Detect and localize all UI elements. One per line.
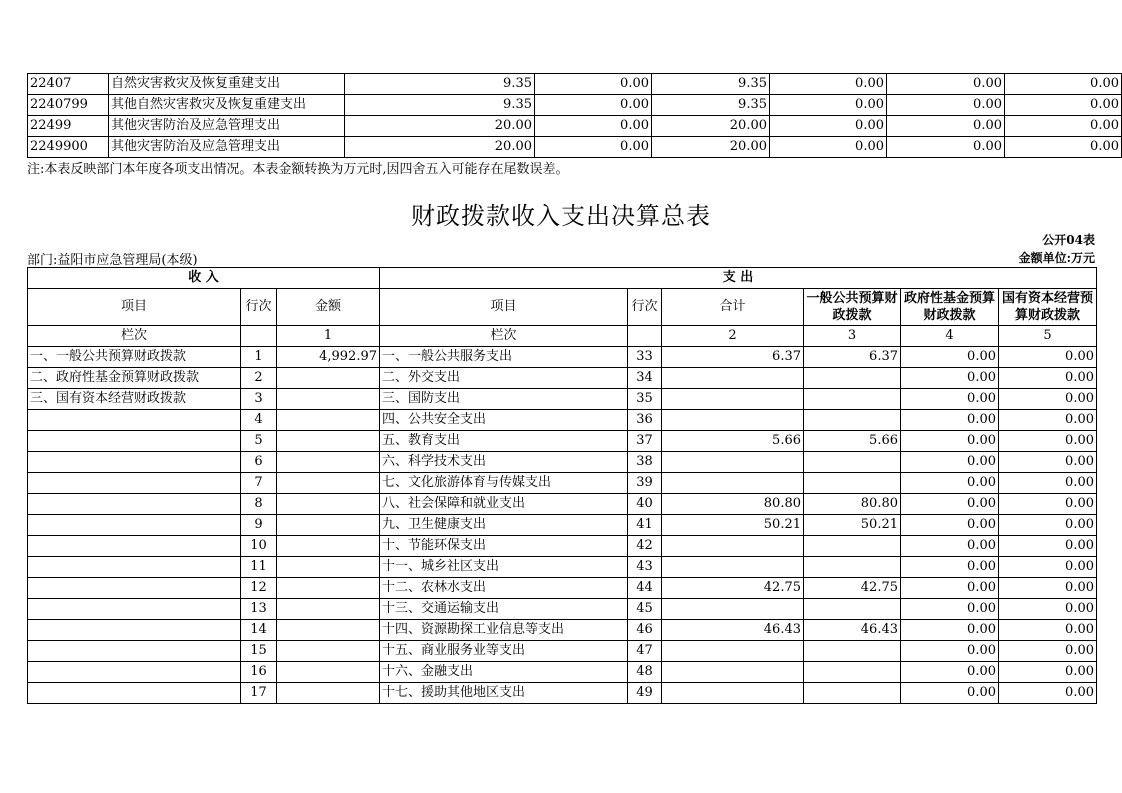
expense-item: 三、国防支出 <box>380 389 628 410</box>
income-amount <box>277 494 380 515</box>
income-item <box>28 431 241 452</box>
table-row <box>28 389 1097 410</box>
gov-fund-value: 0.00 <box>901 515 999 536</box>
table-row <box>28 515 1097 536</box>
row-value: 9.35 <box>345 95 535 116</box>
income-amount <box>277 473 380 494</box>
expense-row-no: 40 <box>628 494 662 515</box>
income-item <box>28 620 241 641</box>
income-amount <box>277 431 380 452</box>
row-value: 0.00 <box>1005 74 1122 95</box>
table-row <box>28 431 1097 452</box>
income-row-no: 17 <box>241 683 277 704</box>
income-item <box>28 641 241 662</box>
row-value: 0.00 <box>535 95 652 116</box>
expense-row-no: 43 <box>628 557 662 578</box>
table-row <box>28 410 1097 431</box>
table-row <box>28 95 1122 116</box>
state-capital-value: 0.00 <box>999 389 1097 410</box>
expense-item: 六、科学技术支出 <box>380 452 628 473</box>
table-row <box>28 578 1097 599</box>
row-value: 0.00 <box>770 137 887 158</box>
expense-item: 十七、援助其他地区支出 <box>380 683 628 704</box>
income-row-no: 16 <box>241 662 277 683</box>
income-amount <box>277 389 380 410</box>
general-budget-value: 5.66 <box>804 431 901 452</box>
gov-fund-header: 政府性基金预算财政拨款 <box>901 289 999 326</box>
expense-item: 九、卫生健康支出 <box>380 515 628 536</box>
table-row <box>28 599 1097 620</box>
expense-item: 一、一般公共服务支出 <box>380 347 628 368</box>
expense-total <box>662 410 804 431</box>
row-value: 20.00 <box>345 137 535 158</box>
state-capital-value: 0.00 <box>999 431 1097 452</box>
general-budget-value <box>804 557 901 578</box>
expense-row-no: 35 <box>628 389 662 410</box>
income-row-no: 8 <box>241 494 277 515</box>
row-value: 0.00 <box>1005 137 1122 158</box>
expense-header: 支 出 <box>380 268 1097 289</box>
income-row-no-header: 行次 <box>241 289 277 326</box>
expense-total: 46.43 <box>662 620 804 641</box>
income-item <box>28 515 241 536</box>
income-amount <box>277 557 380 578</box>
income-row-no: 14 <box>241 620 277 641</box>
income-amount <box>277 578 380 599</box>
gov-fund-value: 0.00 <box>901 641 999 662</box>
gov-fund-value: 0.00 <box>901 536 999 557</box>
row-value: 0.00 <box>887 137 1005 158</box>
expense-total: 42.75 <box>662 578 804 599</box>
income-amount <box>277 452 380 473</box>
state-capital-value: 0.00 <box>999 536 1097 557</box>
table-row <box>28 662 1097 683</box>
general-budget-value <box>804 683 901 704</box>
expense-row-no: 47 <box>628 641 662 662</box>
income-item <box>28 410 241 431</box>
expense-total <box>662 536 804 557</box>
state-capital-header: 国有资本经营预算财政拨款 <box>999 289 1097 326</box>
gov-fund-value: 0.00 <box>901 431 999 452</box>
gov-fund-value: 0.00 <box>901 410 999 431</box>
income-item <box>28 578 241 599</box>
general-budget-value <box>804 641 901 662</box>
gov-fund-value: 0.00 <box>901 494 999 515</box>
expense-total <box>662 473 804 494</box>
gov-fund-value: 0.00 <box>901 578 999 599</box>
state-capital-value: 0.00 <box>999 662 1097 683</box>
state-capital-value: 0.00 <box>999 368 1097 389</box>
general-budget-value <box>804 368 901 389</box>
row-value: 20.00 <box>345 116 535 137</box>
income-row-no: 7 <box>241 473 277 494</box>
column-number-5: 5 <box>999 326 1097 347</box>
expense-total <box>662 683 804 704</box>
income-row-no: 9 <box>241 515 277 536</box>
expense-item: 十六、金融支出 <box>380 662 628 683</box>
income-item <box>28 662 241 683</box>
table-row <box>28 473 1097 494</box>
expense-item: 八、社会保障和就业支出 <box>380 494 628 515</box>
row-value: 0.00 <box>535 116 652 137</box>
state-capital-value: 0.00 <box>999 620 1097 641</box>
row-value: 0.00 <box>887 116 1005 137</box>
total-header: 合计 <box>662 289 804 326</box>
income-item <box>28 494 241 515</box>
table-row <box>28 452 1097 473</box>
row-name: 其他灾害防治及应急管理支出 <box>109 137 345 158</box>
page-title: 财政拨款收入支出决算总表 <box>411 202 711 230</box>
expense-row-no: 34 <box>628 368 662 389</box>
gov-fund-value: 0.00 <box>901 599 999 620</box>
income-row-no: 6 <box>241 452 277 473</box>
gov-fund-value: 0.00 <box>901 389 999 410</box>
general-budget-value <box>804 662 901 683</box>
income-amount <box>277 662 380 683</box>
expense-detail-table <box>27 73 1122 158</box>
expense-total <box>662 368 804 389</box>
income-amount: 4,992.97 <box>277 347 380 368</box>
state-capital-value: 0.00 <box>999 578 1097 599</box>
row-value: 20.00 <box>652 137 770 158</box>
income-amount-header: 金额 <box>277 289 380 326</box>
row-value: 0.00 <box>887 74 1005 95</box>
state-capital-value: 0.00 <box>999 557 1097 578</box>
state-capital-value: 0.00 <box>999 410 1097 431</box>
income-item <box>28 473 241 494</box>
state-capital-value: 0.00 <box>999 515 1097 536</box>
gov-fund-value: 0.00 <box>901 557 999 578</box>
expense-item-header: 项目 <box>380 289 628 326</box>
row-value: 0.00 <box>770 74 887 95</box>
row-name: 其他自然灾害救灾及恢复重建支出 <box>109 95 345 116</box>
table-row <box>28 116 1122 137</box>
expense-item: 五、教育支出 <box>380 431 628 452</box>
expense-row-no: 36 <box>628 410 662 431</box>
state-capital-value: 0.00 <box>999 494 1097 515</box>
expense-row-no: 46 <box>628 620 662 641</box>
row-name: 自然灾害救灾及恢复重建支出 <box>109 74 345 95</box>
table-row <box>28 368 1097 389</box>
gov-fund-value: 0.00 <box>901 368 999 389</box>
state-capital-value: 0.00 <box>999 641 1097 662</box>
expense-row-no: 44 <box>628 578 662 599</box>
state-capital-value: 0.00 <box>999 452 1097 473</box>
income-amount <box>277 599 380 620</box>
income-row-no: 12 <box>241 578 277 599</box>
row-value: 0.00 <box>535 74 652 95</box>
income-item: 三、国有资本经营财政拨款 <box>28 389 241 410</box>
row-code: 22407 <box>28 74 109 95</box>
income-amount <box>277 641 380 662</box>
gov-fund-value: 0.00 <box>901 662 999 683</box>
row-value: 0.00 <box>535 137 652 158</box>
row-value: 9.35 <box>345 74 535 95</box>
expense-row-no: 33 <box>628 347 662 368</box>
expense-row-no: 41 <box>628 515 662 536</box>
income-amount <box>277 620 380 641</box>
state-capital-value: 0.00 <box>999 347 1097 368</box>
column-label: 栏次 <box>28 326 241 347</box>
income-item <box>28 452 241 473</box>
expense-row-no: 48 <box>628 662 662 683</box>
expense-item: 十四、资源勘探工业信息等支出 <box>380 620 628 641</box>
expense-total <box>662 599 804 620</box>
row-value: 0.00 <box>887 95 1005 116</box>
department-label: 部门:益阳市应急管理局(本级) <box>27 253 198 268</box>
table-note: 注:本表反映部门本年度各项支出情况。本表金额转换为万元时,因四舍五入可能存在尾数误差。 <box>27 162 569 177</box>
column-number-1: 1 <box>277 326 380 347</box>
table-row <box>28 620 1097 641</box>
row-value: 9.35 <box>652 74 770 95</box>
expense-item: 七、文化旅游体育与传媒支出 <box>380 473 628 494</box>
expense-total: 80.80 <box>662 494 804 515</box>
expense-row-no-header: 行次 <box>628 289 662 326</box>
row-value: 0.00 <box>770 95 887 116</box>
income-amount <box>277 410 380 431</box>
table-row <box>28 641 1097 662</box>
unit-label: 金额单位:万元 <box>1018 251 1095 265</box>
row-value: 9.35 <box>652 95 770 116</box>
income-header: 收 入 <box>28 268 380 289</box>
income-row-no: 2 <box>241 368 277 389</box>
column-number-2: 2 <box>662 326 804 347</box>
column-number-3: 3 <box>804 326 901 347</box>
income-row-no: 4 <box>241 410 277 431</box>
expense-total <box>662 389 804 410</box>
expense-total: 50.21 <box>662 515 804 536</box>
gov-fund-value: 0.00 <box>901 452 999 473</box>
table-row <box>28 74 1122 95</box>
row-code: 2240799 <box>28 95 109 116</box>
expense-row-no: 42 <box>628 536 662 557</box>
expense-item: 十一、城乡社区支出 <box>380 557 628 578</box>
expense-item: 十五、商业服务业等支出 <box>380 641 628 662</box>
general-budget-value <box>804 599 901 620</box>
general-budget-value: 42.75 <box>804 578 901 599</box>
expense-row-no: 45 <box>628 599 662 620</box>
income-amount <box>277 368 380 389</box>
expense-row-no: 49 <box>628 683 662 704</box>
income-row-no: 5 <box>241 431 277 452</box>
table-row <box>28 137 1122 158</box>
general-budget-value <box>804 473 901 494</box>
income-row-no: 13 <box>241 599 277 620</box>
gov-fund-value: 0.00 <box>901 473 999 494</box>
table-row <box>28 557 1097 578</box>
general-budget-value: 50.21 <box>804 515 901 536</box>
expense-row-no: 37 <box>628 431 662 452</box>
row-value: 0.00 <box>1005 95 1122 116</box>
expense-total: 5.66 <box>662 431 804 452</box>
income-item: 二、政府性基金预算财政拨款 <box>28 368 241 389</box>
state-capital-value: 0.00 <box>999 599 1097 620</box>
expense-item: 十三、交通运输支出 <box>380 599 628 620</box>
gov-fund-value: 0.00 <box>901 620 999 641</box>
general-budget-value <box>804 536 901 557</box>
expense-total <box>662 557 804 578</box>
column-label-blank <box>628 326 662 347</box>
row-value: 0.00 <box>770 116 887 137</box>
expense-row-no: 38 <box>628 452 662 473</box>
expense-row-no: 39 <box>628 473 662 494</box>
expense-item: 四、公共安全支出 <box>380 410 628 431</box>
state-capital-value: 0.00 <box>999 683 1097 704</box>
income-amount <box>277 515 380 536</box>
income-row-no: 3 <box>241 389 277 410</box>
general-budget-value <box>804 452 901 473</box>
income-item-header: 项目 <box>28 289 241 326</box>
general-budget-header: 一般公共预算财政拨款 <box>804 289 901 326</box>
general-budget-value <box>804 389 901 410</box>
income-amount <box>277 536 380 557</box>
fiscal-summary-table <box>27 267 1097 704</box>
gov-fund-value: 0.00 <box>901 683 999 704</box>
expense-total: 6.37 <box>662 347 804 368</box>
income-item <box>28 536 241 557</box>
income-row-no: 1 <box>241 347 277 368</box>
expense-total <box>662 662 804 683</box>
expense-total <box>662 641 804 662</box>
expense-item: 二、外交支出 <box>380 368 628 389</box>
general-budget-value: 80.80 <box>804 494 901 515</box>
expense-item: 十二、农林水支出 <box>380 578 628 599</box>
column-label-blank <box>241 326 277 347</box>
income-item <box>28 557 241 578</box>
table-row <box>28 347 1097 368</box>
row-value: 0.00 <box>1005 116 1122 137</box>
income-row-no: 10 <box>241 536 277 557</box>
column-number-4: 4 <box>901 326 999 347</box>
income-item <box>28 599 241 620</box>
table-row <box>28 536 1097 557</box>
column-label-expense: 栏次 <box>380 326 628 347</box>
table-row <box>28 683 1097 704</box>
state-capital-value: 0.00 <box>999 473 1097 494</box>
row-code: 2249900 <box>28 137 109 158</box>
expense-total <box>662 452 804 473</box>
income-item: 一、一般公共预算财政拨款 <box>28 347 241 368</box>
income-amount <box>277 683 380 704</box>
gov-fund-value: 0.00 <box>901 347 999 368</box>
income-row-no: 11 <box>241 557 277 578</box>
expense-item: 十、节能环保支出 <box>380 536 628 557</box>
general-budget-value <box>804 410 901 431</box>
income-item <box>28 683 241 704</box>
row-name: 其他灾害防治及应急管理支出 <box>109 116 345 137</box>
row-code: 22499 <box>28 116 109 137</box>
general-budget-value: 6.37 <box>804 347 901 368</box>
row-value: 20.00 <box>652 116 770 137</box>
income-row-no: 15 <box>241 641 277 662</box>
form-code: 公开04表 <box>1042 233 1095 247</box>
general-budget-value: 46.43 <box>804 620 901 641</box>
table-row <box>28 494 1097 515</box>
